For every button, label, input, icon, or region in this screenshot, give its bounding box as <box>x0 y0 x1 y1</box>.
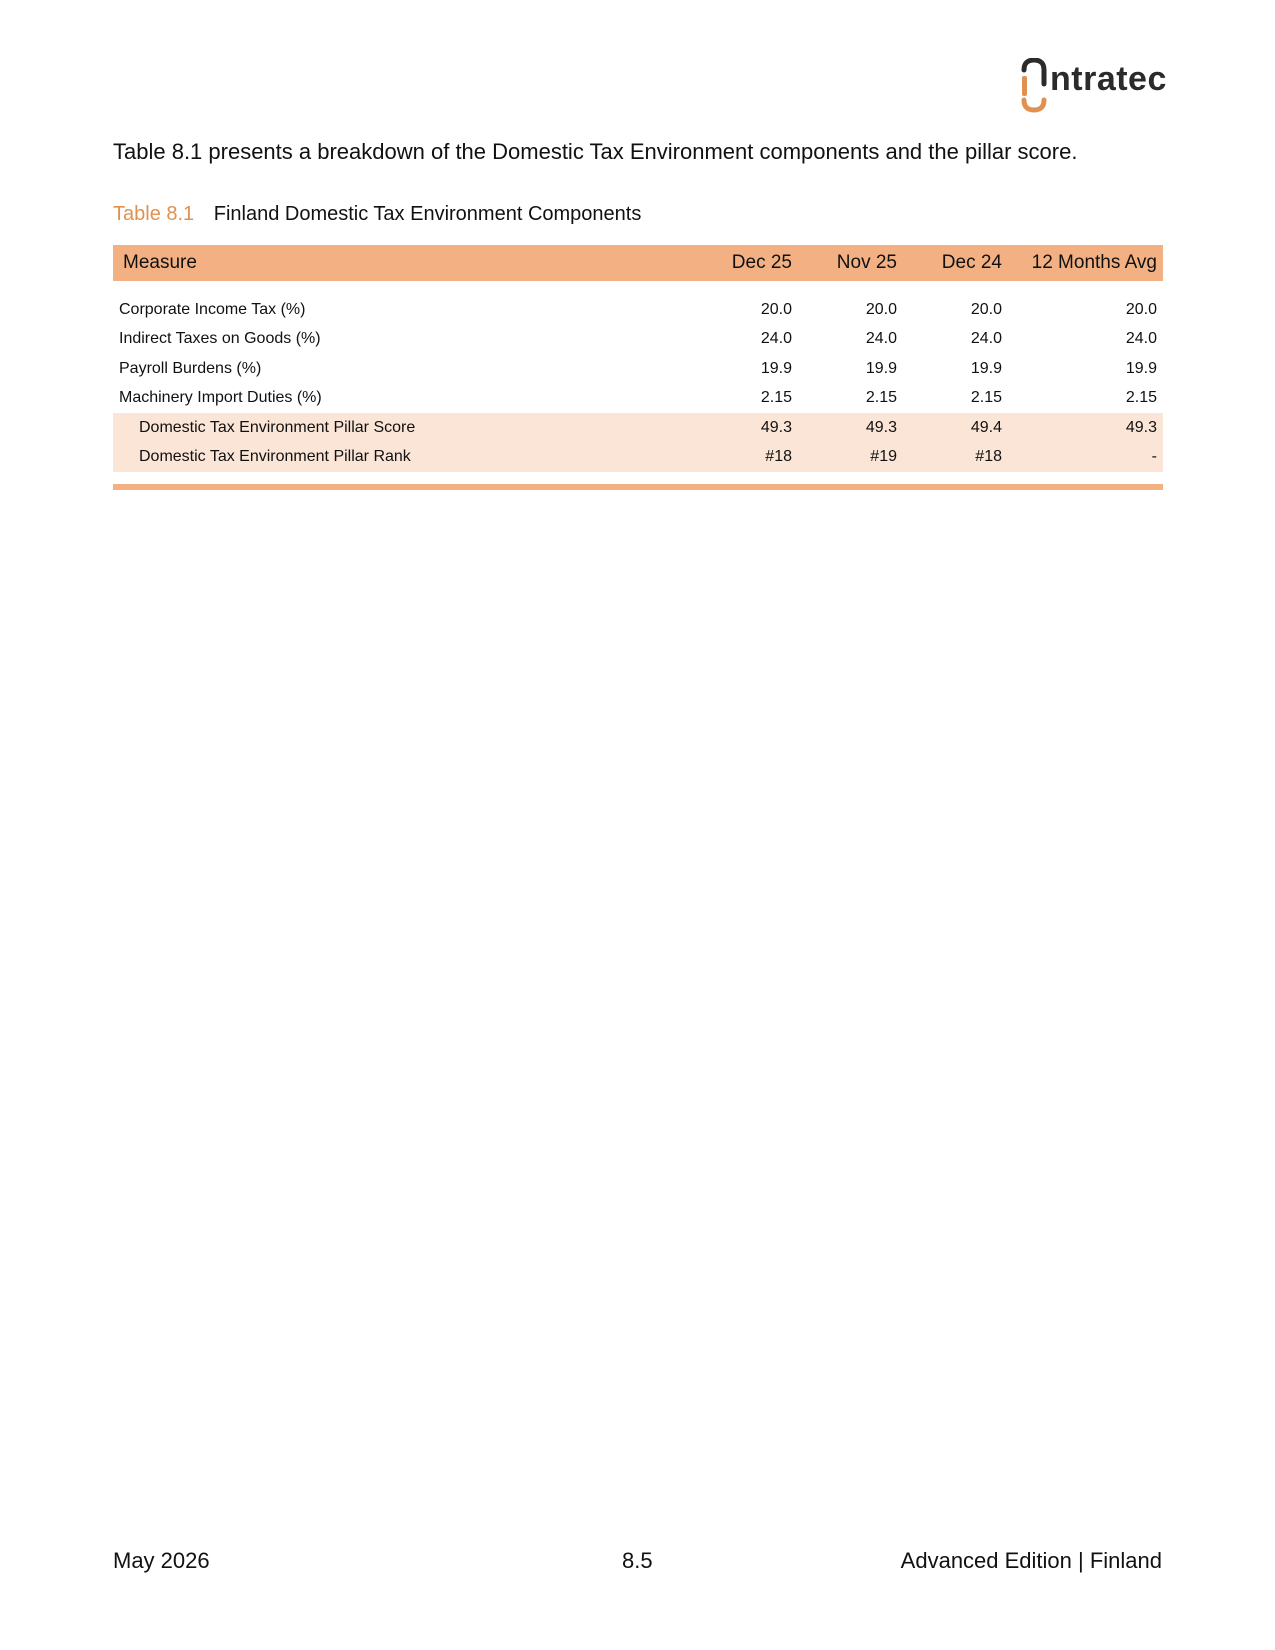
intratec-logo-icon <box>1020 58 1054 114</box>
cell-value: 20.0 <box>760 300 792 318</box>
cell-value: 2.15 <box>865 389 897 407</box>
cell-value: 19.9 <box>1125 359 1157 377</box>
row-label: Corporate Income Tax (%) <box>119 300 306 318</box>
table-caption-number: Table 8.1 <box>113 203 195 225</box>
row-label: Domestic Tax Environment Pillar Score <box>113 413 693 443</box>
cell-value: 24.0 <box>760 330 792 348</box>
cell-value: 49.3 <box>798 413 903 443</box>
footer-date: May 2026 <box>113 1548 210 1573</box>
cell-value: - <box>1008 443 1163 473</box>
header-dec-24: Dec 24 <box>903 245 1008 281</box>
table-row <box>113 325 1163 355</box>
intratec-logo <box>1020 58 1170 114</box>
cell-value: #19 <box>798 443 903 473</box>
header-measure: Measure <box>113 245 693 281</box>
cell-value: 19.9 <box>760 359 792 377</box>
cell-value: 19.9 <box>970 359 1002 377</box>
footer-edition: Advanced Edition | Finland <box>900 1548 1162 1573</box>
pillar-score-row <box>113 413 1163 443</box>
cell-value: 2.15 <box>1125 389 1157 407</box>
cell-value: 20.0 <box>865 300 897 318</box>
cell-value: 24.0 <box>1125 330 1157 348</box>
cell-value: #18 <box>903 443 1008 473</box>
footer-page-number: 8.5 <box>622 1548 653 1573</box>
pillar-rank-row <box>113 443 1163 473</box>
header-nov-25: Nov 25 <box>798 245 903 281</box>
row-label: Machinery Import Duties (%) <box>119 389 322 407</box>
cell-value: 19.9 <box>865 359 897 377</box>
table-header-row <box>113 245 1163 281</box>
row-label: Domestic Tax Environment Pillar Rank <box>113 443 693 473</box>
table-row <box>113 354 1163 384</box>
cell-value: 20.0 <box>970 300 1002 318</box>
table-caption <box>113 203 641 226</box>
cell-value: 2.15 <box>760 389 792 407</box>
cell-value: 24.0 <box>970 330 1002 348</box>
table-row <box>113 384 1163 414</box>
row-label: Payroll Burdens (%) <box>119 359 262 377</box>
cell-value: 49.3 <box>1008 413 1163 443</box>
table-row <box>113 295 1163 325</box>
cell-value: 49.4 <box>903 413 1008 443</box>
table-caption-title: Finland Domestic Tax Environment Components <box>213 203 642 225</box>
intro-paragraph: Table 8.1 presents a breakdown of the Domestic Tax Environment components and the pillar score. <box>113 139 1078 164</box>
cell-value: 20.0 <box>1125 300 1157 318</box>
tax-environment-table <box>113 245 1163 490</box>
header-dec-25: Dec 25 <box>693 245 798 281</box>
header-12-months-avg: 12 Months Avg <box>1008 245 1163 281</box>
table-bottom-rule <box>113 484 1163 490</box>
row-label: Indirect Taxes on Goods (%) <box>119 330 321 348</box>
logo-wordmark: ntratec <box>1050 60 1167 98</box>
cell-value: 24.0 <box>865 330 897 348</box>
cell-value: #18 <box>693 443 798 473</box>
cell-value: 2.15 <box>970 389 1002 407</box>
cell-value: 49.3 <box>693 413 798 443</box>
